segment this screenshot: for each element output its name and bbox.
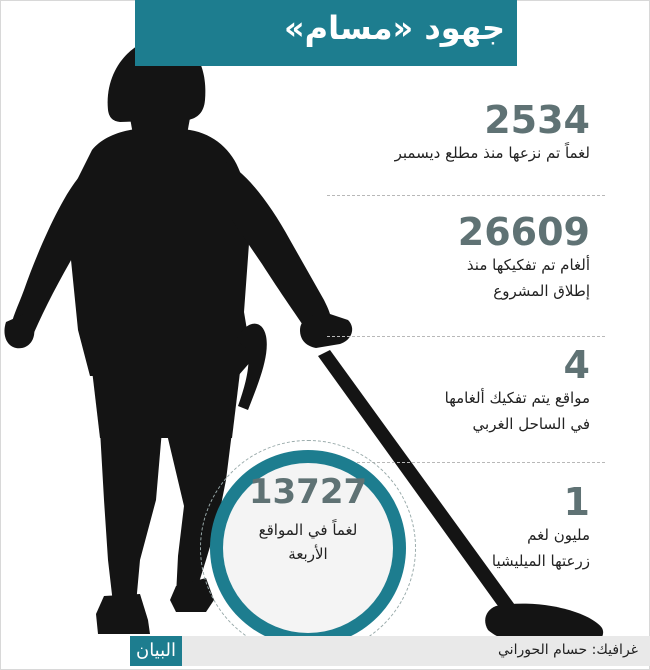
stat-number: 26609 bbox=[457, 210, 590, 254]
stat-label-line: لغماً تم نزعها منذ مطلع ديسمبر bbox=[394, 144, 590, 162]
stat-block-1 bbox=[395, 100, 590, 166]
title-bar bbox=[135, 0, 517, 66]
stat-label-line: مواقع يتم تفكيك ألغامها bbox=[444, 389, 590, 407]
stat-label-line: إطلاق المشروع bbox=[493, 282, 590, 300]
highlight-label bbox=[223, 518, 393, 566]
stat-block-4 bbox=[492, 482, 590, 574]
publisher-logo: البيان bbox=[130, 636, 182, 666]
divider bbox=[327, 336, 605, 337]
divider bbox=[327, 195, 605, 196]
stat-label-line: مليون لغم bbox=[527, 526, 590, 544]
highlight-label-line: الأربعة bbox=[288, 545, 328, 563]
highlight-label-line: لغماً في المواقع bbox=[258, 521, 358, 539]
stat-number: 2534 bbox=[484, 98, 590, 142]
stat-block-3 bbox=[445, 345, 590, 437]
infographic-title: جهود «مسام» bbox=[284, 9, 505, 47]
highlight-number: 13727 bbox=[248, 472, 368, 512]
stat-label-line: ألغام تم تفكيكها منذ bbox=[466, 256, 590, 274]
stat-label-line: في الساحل الغربي bbox=[472, 415, 590, 433]
stat-number: 1 bbox=[563, 480, 590, 524]
stat-number: 4 bbox=[563, 343, 590, 387]
stat-label-line: زرعتها الميليشيا bbox=[491, 552, 590, 570]
footer-credit-bar bbox=[182, 636, 650, 666]
graphic-credit: غرافيك: حسام الحوراني bbox=[498, 642, 638, 658]
stat-block-2 bbox=[458, 212, 590, 304]
